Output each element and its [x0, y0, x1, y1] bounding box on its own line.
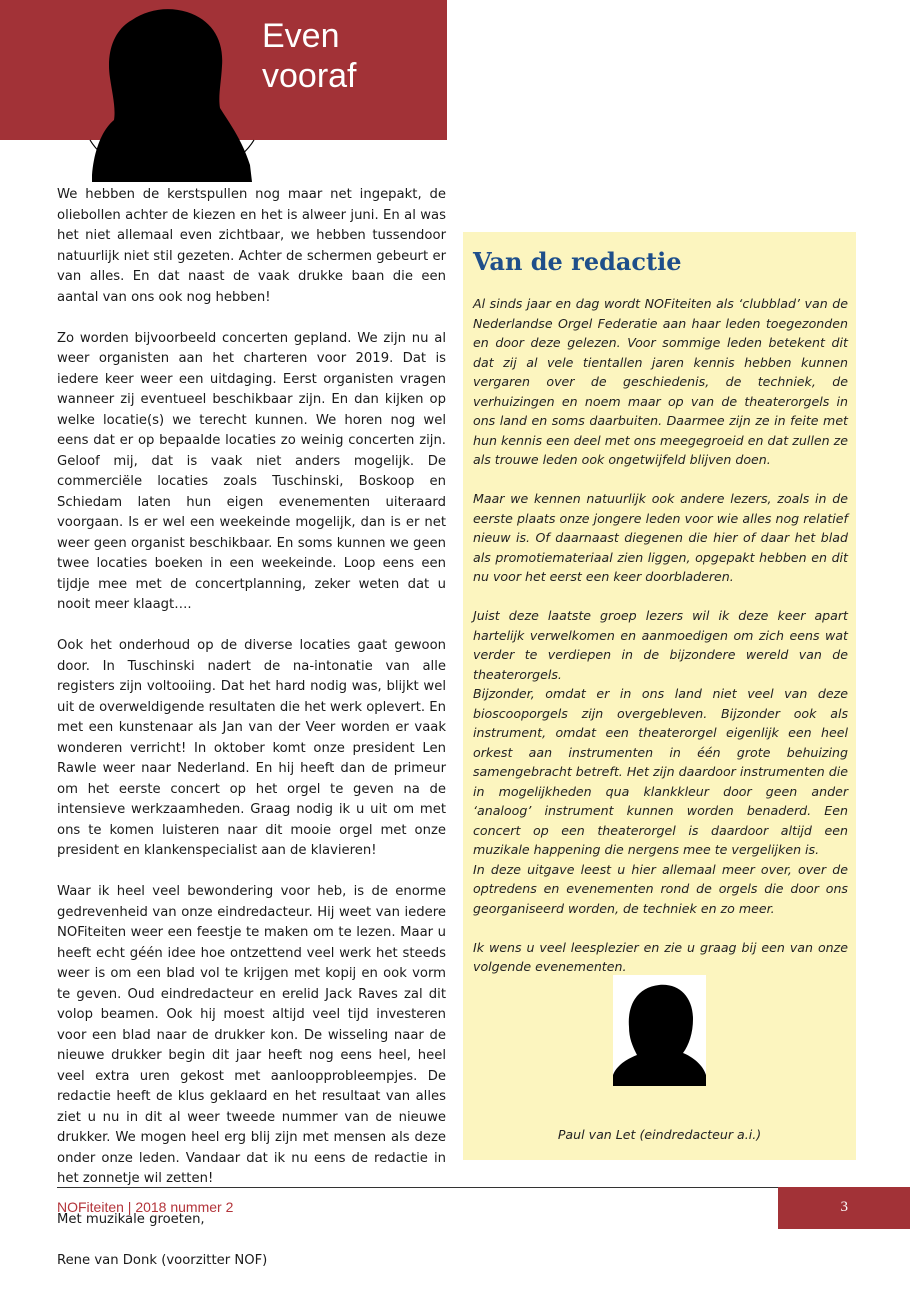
page-number: 3: [840, 1199, 848, 1215]
editorial-sidebar: [463, 232, 856, 1160]
sidebar-paragraph: Bijzonder, omdat er in ons land niet veel van deze bioscooporgels zijn overgebleven. Bijzonder ook als instrument, omdat een theaterorgel eigenlijk een heel orkest aan instrumenten in één grote behuizing samengebracht betreft. Het zijn daardoor instrumenten die in mogelijkheden qua klankkleur door geen ander ‘analoog’ instrument kunnen worden benaderd. Een concert op een theaterorgel is daardoor altijd een muzikale happening die nergens mee te vergelijken is.: [473, 686, 848, 857]
sidebar-paragraph: Juist deze laatste groep lezers wil ik deze keer apart hartelijk verwelkomen en aanmoedigen om zich eens wat verder te verdiepen in de bijzondere wereld van de theaterorgels.: [473, 608, 848, 682]
article-column: [57, 185, 446, 1292]
photo-caption: Paul van Let (eindredacteur a.i.): [557, 1127, 762, 1142]
footer-divider: [57, 1187, 778, 1188]
editor-silhouette-icon: [613, 975, 706, 1086]
article-paragraph: Zo worden bijvoorbeeld concerten gepland. We zijn nu al weer organisten aan het charteren voor 2019. Dat is iedere keer weer een uitdaging. Eerst organisten vragen wanneer zij eventueel beschikbaar zijn. En dan kijken op welke locatie(s) we terecht kunnen. We horen nog wel eens dat er op bepaalde locaties zo weinig concerten zijn. Geloof mij, dat is vaak niet anders mogelijk. De commerciële locaties zoals Tuschinski, Boskoop en Schiedam laten hun eigen evenementen uiteraard voorgaan. Is er wel een weekeinde mogelijk, dan is er net weer geen organist beschikbaar. En soms kunnen we geen twee locaties boeken in een weekeinde. Loop eens een tijdje mee met de concertplanning, zeker weten dat u nooit meer klaagt….: [57, 330, 446, 612]
footer-publication: NOFiteiten | 2018 nummer 2: [57, 1199, 234, 1215]
closing-line: Met muzikale groeten,: [57, 1212, 205, 1227]
page-number-tab: [778, 1187, 910, 1229]
page-title: [262, 16, 357, 96]
article-paragraph: We hebben de kerstspullen nog maar net ingepakt, de oliebollen achter de kiezen en het is alweer juni. En al was het niet allemaal even zichtbaar, we hebben tussendoor natuurlijk niet stil gezeten. Achter de schermen gebeurt er van alles. En dat naast de vaak drukke baan die een aantal van ons ook nog hebben!: [57, 187, 446, 305]
article-paragraph: Ook het onderhoud op de diverse locaties gaat gewoon door. In Tuschinski nadert de na-intonatie van alle registers zijn voltooiing. Dat het hard nodig was, blijkt wel uit de overweldigende resultaten die het werk oplevert. En met een kunstenaar als Jan van der Veer worden er vaak wonderen verricht! In oktober komt onze president Len Rawle weer naar Nederland. En hij heeft dan de primeur om het eerste concert op het orgel te geven na de intensieve werkzaamheden. Graag nodig ik u uit om met ons te komen luisteren naar dit mooie orgel met onze president en klankenspecialist aan de klavieren!: [57, 638, 446, 858]
signature: Rene van Donk (voorzitter NOF): [57, 1253, 268, 1268]
sidebar-title: Van de redactie: [473, 247, 682, 276]
sidebar-paragraph: Al sinds jaar en dag wordt NOFiteiten als ‘clubblad’ van de Nederlandse Orgel Federatie aan haar leden toegezonden en door deze gelezen. Voor sommige leden betekent dit dat zij al vele tientallen jaren kennis hebben kunnen vergaren over de geschiedenis, de techniek, de verhuizingen en noem maar op van de theaterorgels in ons land en soms daarbuiten. Daarmee zijn ze in feite met hun kennis een deel met ons meegegroeid en dat zullen ze als trouwe leden ook ongetwijfeld blijven doen.: [473, 296, 848, 467]
editor-photo: [613, 975, 706, 1086]
page-title-line-2: vooraf: [262, 57, 357, 95]
sidebar-paragraph: Maar we kennen natuurlijk ook andere lezers, zoals in de eerste plaats onze jongere leden voor wie alles nog relatief nieuw is. Of daarnaast diegenen die hier of daar het blad als promotiemateriaal zien liggen, opgepakt hebben en dit nu voor het eerst een keer doorbladeren.: [473, 491, 848, 584]
article-paragraph: Waar ik heel veel bewondering voor heb, is de enorme gedrevenheid van onze eindredacteur. Hij weet van iedere NOFiteiten weer een feestje te maken om te lezen. Maar u heeft echt géén idee hoe ontzettend veel werk het steeds weer is om een blad vol te krijgen met kopij en ook vorm te geven. Oud eindredacteur en erelid Jack Raves zal dit volop beamen. Ook hij moest altijd veel tijd investeren voor een blad naar de drukker kon. De wisseling naar de nieuwe drukker begin dit jaar heeft nog eens heel, heel veel extra uren gekost met aanloopprobleempjes. De redactie heeft de klus geklaard en het resultaat van alles ziet u nu in dit al weer tweede nummer van de nieuwe drukker. We mogen heel erg blij zijn met mensen als deze onder onze leden. Vandaar dat ik nu eens de redactie in het zonnetje wil zetten!: [57, 884, 446, 1186]
author-silhouette-icon: [72, 0, 272, 182]
sidebar-paragraph: In deze uitgave leest u hier allemaal meer over, over de optredens en evenementen rond de orgels die door ons georganiseerd worden, de techniek en zo meer.: [473, 861, 848, 916]
sidebar-paragraph: Ik wens u veel leesplezier en zie u graag bij een van onze volgende evenementen.: [473, 939, 848, 974]
sidebar-body: [473, 294, 848, 996]
page-title-line-1: Even: [262, 17, 340, 55]
